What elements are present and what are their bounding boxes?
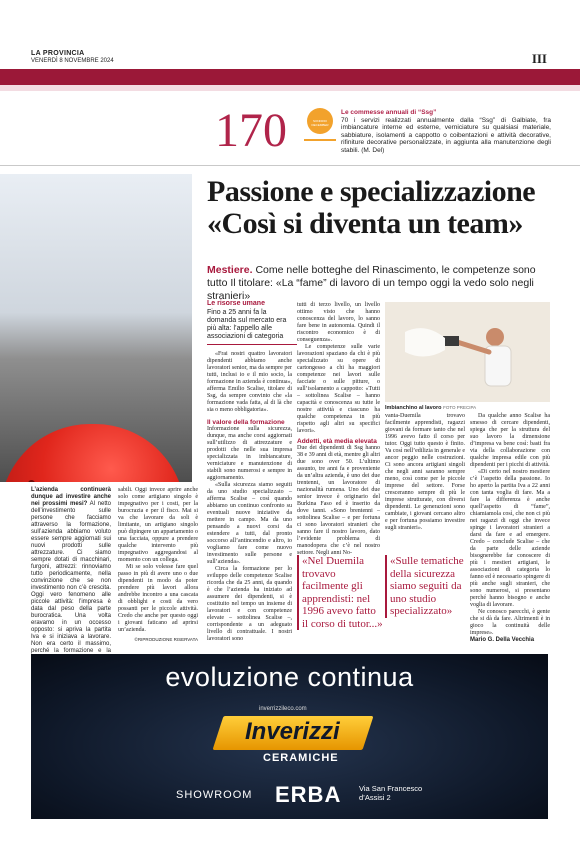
pull-quote-1: «Nel Duemila trovavo facilmente gli apprendisti: nel 1996 avevo fatto il corso di tutor...» [297, 555, 384, 630]
ad-address [359, 784, 422, 802]
ad-url[interactable]: inverrizzileco.com [259, 706, 307, 712]
sidebar-rule [207, 344, 297, 345]
ad-brand: Inverizzi [245, 718, 340, 745]
stat-title: Le commesse annuali di “Ssg” [341, 109, 437, 116]
col4-subtitle: Addetti, età media elevata [297, 438, 377, 445]
col6-text-3: Ne conosco parecchi, è gente che si dà da fare. Altrimenti è in gioco la continuità delle imprese». [470, 609, 550, 636]
section-band [0, 69, 580, 85]
badge-underline [304, 139, 336, 141]
col4-text-1: tutti di terzo livello, un livello ottimo visto che hanno conoscenza del lavoro, lo sanno fare bene in autonomia. Quindi il riscontro economico è di conseguenza». [297, 302, 380, 343]
divider [0, 165, 580, 166]
masthead [31, 50, 114, 65]
stat-box [341, 109, 551, 154]
helmet-vent [28, 480, 35, 482]
col3-subtitle: Il valore della formazione [207, 419, 285, 426]
col3-text-2: «Sulla sicurezza siamo seguiti da uno studio specializzato – afferma Scalise – così quando abbiamo un continuo confronto su eventuali nuove iniziative da mettere in campo. Ma da uno pensando a nuovi corsi da estendere a tutti, dal pronto soccorso all’antincendio e altro, io vogliamo fare come nuovo investimento sulle persone e sull’azienda». [207, 482, 292, 565]
badge-label: SONDRIO DECEMBER [311, 119, 329, 127]
painter-illustration-icon [385, 302, 550, 402]
issue-date: VENERDÌ 8 NOVEMBRE 2024 [31, 58, 114, 64]
paper-name: LA PROVINCIA [31, 50, 85, 57]
answer-text: Al netto dell’investimento sulle persone che facciamo attraverso la formazione, sull’azienda abbiamo voluto essere sempre aggiornati sui nuovi prodotti sulle attrezzature. Ci siamo sempre dotati di macchinari, furgoni, attrezzi: rinnoviamo tutto periodicamente, nella convinzione che se non investimento non c’è crescita. Oggi vero fenomeno alle piccole attività: l’impresa è data dal peso della parte burocratica. Una volta eravamo in un occesso opposto: si apriva la partita Iva e si iniziava a lavorare. Non era certo il massimo, perché la formazione e la [31, 501, 111, 654]
deck-text: Come nelle botteghe del Rinascimento, le competenze sono tutto Il titolare: «La “fame” di lavoro di un tempo oggi la vedo solo negli stranieri» [207, 264, 536, 302]
article-column-4 [297, 302, 380, 557]
section-band-light [0, 85, 580, 91]
headline-line-2: «Così si diventa un team» [207, 207, 523, 240]
headline [207, 176, 535, 240]
col6-text-1: Da qualche anno Scalise ha smesso di cercare dipendenti, spiega che per la struttura del suo lavoro la dimensione d’impresa va bene così: basti fra via della collaborazione con qualche impresa edile con più dipendenti per i picchi di attività. [470, 413, 550, 468]
article-column-6 [470, 413, 550, 644]
helmet-icon [0, 424, 185, 482]
stat-text: 70 i servizi realizzati annualmente dalla “Ssg” di Galbiate, fra imbiancature interne ed esterne, verniciature su qualsiasi materiale, sabbiature, isolamenti a cappotto o coibentazioni e attività decorative, rifiniture decorative personalizzate, in aggiunta alla manutenzione degli stabili. (M. Del) [341, 116, 551, 154]
col4-text-2: Le competenze sulle varie lavorazioni spaziano da chi è più specializzato su opere di cartongesso a chi ha maggiori competenze nei lavori sulle facciate o sulle pitture, o sull’isolamento a cappotto: «Tutti – sottolinea Scalise – hanno capacità e conoscenza su tutte le nostre attività e ciascuno ha qualche competenza in più rispetto agli altri su specifici lavori». [297, 344, 380, 434]
interview-column-1 [31, 487, 111, 669]
col2-text-1: sabili. Oggi invece aprire anche solo come artigiano singolo è impegnativo per i costi, per la burocrazia e per il fisco. Mai si va che lavorare da soli è limitante, un artigiano singolo può dipingere un appartamento o una facciata, oppure a prendere qualche intervento più impegnativo aggregandosi al momento con un collega. [118, 487, 198, 563]
page-number: III [531, 51, 547, 66]
headline-line-1: Passione e specializzazione [207, 175, 536, 208]
ad-showroom: SHOWROOM [176, 789, 253, 801]
painter-photo [385, 302, 550, 402]
ad-address-2: d’Assisi 2 [359, 793, 391, 802]
question: L’azienda continuerà dunque ad investire anche nei prossimi mesi? [31, 487, 111, 507]
copyright: ©RIPRODUZIONE RISERVATA [134, 637, 198, 642]
deck-kicker: Mestiere. [207, 264, 253, 276]
author: Mario G. Della Vecchia [470, 637, 535, 643]
ad-sub: CERAMICHE [263, 752, 339, 764]
col5-text-1: vanta-Duemila trovavo facilmente apprendisti, ragazzi giovani da formare tanto che nel 1996 avevo fatto il corso per tutor. Oggi tutto questo è finito. Va così nell’edilizia in generale e ancor peggio nelle costruzioni. Ci sono ancora artigiani singoli che negli anni saranno sempre meno, così come per le piccole imprese del settore. Forse cresceranno sempre di più le imprese strutturate, con diversi dipendenti. Le generazioni sono cambiate, i giovani cercano altro e per fortuna possiamo investire sugli stranieri». [385, 413, 465, 531]
col2-text-2: Mi se solo volesse fare quel passo in più di avere uno o due dipendenti in modo da poter prendere più lavori allora andrebbe incontro a una cascata di obblighi e costi da vero possanti per le piccole attività. Credo che anche per questo oggi i giovani faticano ad aprirsi un’azienda. [118, 564, 198, 633]
deck [207, 264, 557, 303]
sondrio-badge-icon [307, 108, 333, 134]
photo-caption-text: Imbianchino al lavoro [385, 405, 442, 411]
col3-quote: «Frai nostri quattro lavoratori dipendenti abbiamo anche lavoratori senior, ma da sempre per tutti, inclusi io e il mio socio, la formazione in azienda è continua», afferma Emilio Scalise, titolare di Ssg, da sempre convinto che «la formazione vada fatta, al di là che sia o meno obbligatoria». [207, 351, 292, 413]
article-column-5 [385, 413, 465, 532]
ad-city: ERBA [275, 782, 342, 807]
col3-text-3: Circa la formazione per lo sviluppo delle competenze Scalise ricorda che da 25 anni, da quando è che l’azienda ha iniziato ad assumere dei dipendenti, si è costituito nel tempo un insieme di lavoratori e con competenze elevate – sottolinea Scalise –, corrispondente a un adeguato livello di contrattuale. I nostri lavoratori sono [207, 566, 292, 642]
helmet-photo [0, 174, 192, 482]
photo-credit: FOTO PRECIPA [443, 405, 477, 410]
sidebar-title: Le risorse umane [207, 300, 265, 307]
ad-address-1: Via San Francesco [359, 784, 423, 793]
pull-quote-2: «Sulle tematiche della sicurezza siamo seguiti da uno studio specializzato» [385, 555, 472, 618]
article-column-3 [207, 351, 292, 643]
photo-caption [385, 405, 476, 411]
sidebar-text: Fino a 25 anni fa la domanda sul mercato era più alta: l’appello alle associazioni di categoria [207, 309, 287, 340]
interview-column-2 [118, 487, 198, 643]
ad-slogan: evoluzione continua [165, 662, 414, 692]
col3-text-1: Informazione sulla sicurezza, dunque, ma anche corsi aggiornati sull’utilizzo di attrezzature e prodotti che nelle sua impresa specializzata in imbiancature, verniciature e manutenzione di stabili sono numerosi e sempre in aggiornamento. [207, 426, 292, 481]
stat-number: 170 [215, 104, 287, 157]
advertisement[interactable] [31, 654, 548, 819]
col6-text-2: «Di certo nel nostro mestiere c’è l’aspetto della passione. Io ho aperto la partita Iva a 22 anni con tanta voglia di fare. Ma a fare la differenza è anche quell’aspetto di “fame”, chiamiamola così, che non ci più nei ragazzi di oggi che invece spinge i lavoratori stranieri a darsi da fare e ad emergere. Credo – conclude Scalise – che da parte delle aziende bisognerebbe far conoscere di più i mestieri artigiani, le associazioni di categoria lo fanno ed è necessario spingere di più anche sugli stranieri, che sono numerosi, si presentano perché hanno bisogno e anche voglia di lavorare. [470, 469, 550, 608]
col4-text-3: Due dei dipendenti di Ssg hanno 38 e 39 anni di età, mentre gli altri due sono over 50. L’ultimo assunto, tre anni fa e proveniente da un’altra azienda, è uno dei due trentenni, un lavoratore di nazionalità rumena. Uno dei due senior invece è originario del Burkina Faso ed è inserito da dove tanni. «Sono brentenni – sottolinea Scalise – e per fortuna ci sono lavoratori stranieri che sanno fare il nostro lavoro, dato l’evidente problema di manodopera che c’è nel nostro settore. Negli anni No- [297, 445, 380, 556]
